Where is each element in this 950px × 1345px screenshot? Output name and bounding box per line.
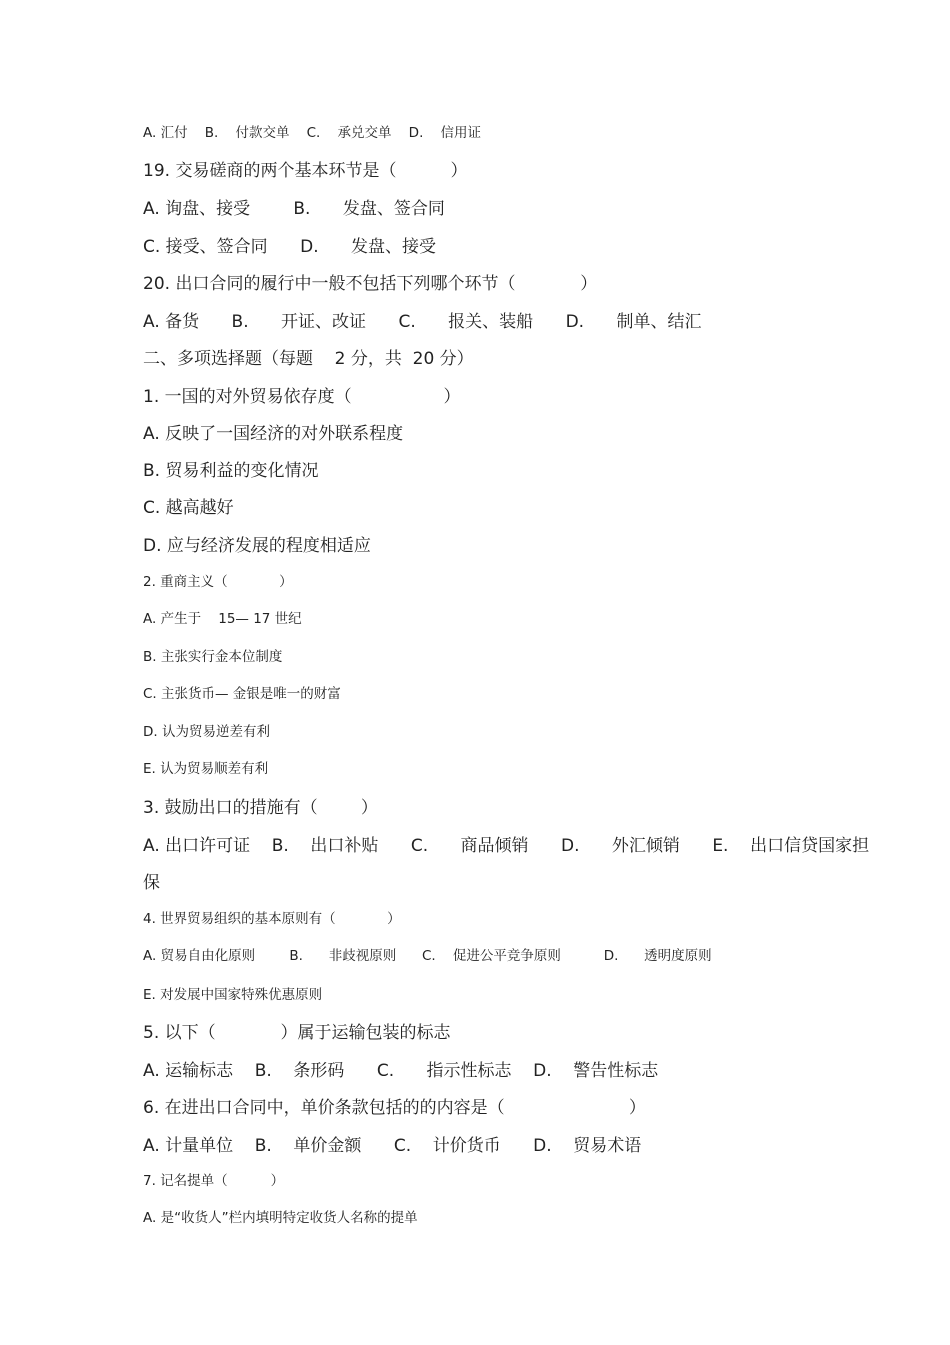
- mq2-option-a: A. 产生于 15— 17 世纪: [143, 611, 302, 627]
- mq5-options: A. 运输标志 B. 条形码 C. 指示性标志 D. 警告性标志: [143, 1061, 659, 1081]
- q19-question: 19. 交易磋商的两个基本环节是（ ）: [143, 161, 468, 181]
- mq4-question: 4. 世界贸易组织的基本原则有（ ）: [143, 911, 401, 927]
- mq2-option-d: D. 认为贸易逆差有利: [143, 724, 270, 740]
- mq3-question: 3. 鼓励出口的措施有（ ）: [143, 798, 378, 818]
- mq1-option-c: C. 越高越好: [143, 498, 234, 518]
- mq1-question: 1. 一国的对外贸易依存度（ ）: [143, 387, 461, 407]
- q18-options: A. 汇付 B. 付款交单 C. 承兑交单 D. 信用证: [143, 125, 482, 141]
- mq2-question: 2. 重商主义（ ）: [143, 574, 293, 590]
- mq1-option-a: A. 反映了一国经济的对外联系程度: [143, 424, 404, 444]
- q20-question: 20. 出口合同的履行中一般不包括下列哪个环节（ ）: [143, 274, 598, 294]
- q19-options-cd: C. 接受、签合同 D. 发盘、接受: [143, 237, 437, 257]
- mq3-options: A. 出口许可证 B. 出口补贴 C. 商品倾销 D. 外汇倾销 E. 出口信贷国家担: [143, 836, 870, 856]
- mq1-option-b: B. 贸易利益的变化情况: [143, 461, 319, 481]
- mq7-question: 7. 记名提单（ ）: [143, 1173, 285, 1189]
- mq2-option-c: C. 主张货币— 金银是唯一的财富: [143, 686, 341, 702]
- mq6-options: A. 计量单位 B. 单价金额 C. 计价货币 D. 贸易术语: [143, 1136, 642, 1156]
- mq3-options-continued: 保: [143, 873, 160, 893]
- mq7-option-a: A. 是“收货人”栏内填明特定收货人名称的提单: [143, 1210, 418, 1226]
- mq4-option-e: E. 对发展中国家特殊优惠原则: [143, 987, 323, 1003]
- q19-options-ab: A. 询盘、接受 B. 发盘、签合同: [143, 199, 445, 219]
- mq2-option-b: B. 主张实行金本位制度: [143, 649, 283, 665]
- mq1-option-d: D. 应与经济发展的程度相适应: [143, 536, 371, 556]
- mq4-options-abcd: A. 贸易自由化原则 B. 非歧视原则 C. 促进公平竞争原则 D. 透明度原则: [143, 948, 712, 964]
- mq5-question: 5. 以下（ ）属于运输包装的标志: [143, 1023, 451, 1043]
- section-heading: 二、多项选择题（每题 2 分，共 20 分）: [143, 349, 474, 369]
- mq2-option-e: E. 认为贸易顺差有利: [143, 761, 269, 777]
- q20-options: A. 备货 B. 开证、改证 C. 报关、装船 D. 制单、结汇: [143, 312, 702, 332]
- mq6-question: 6. 在进出口合同中，单价条款包括的的内容是（ ）: [143, 1098, 646, 1118]
